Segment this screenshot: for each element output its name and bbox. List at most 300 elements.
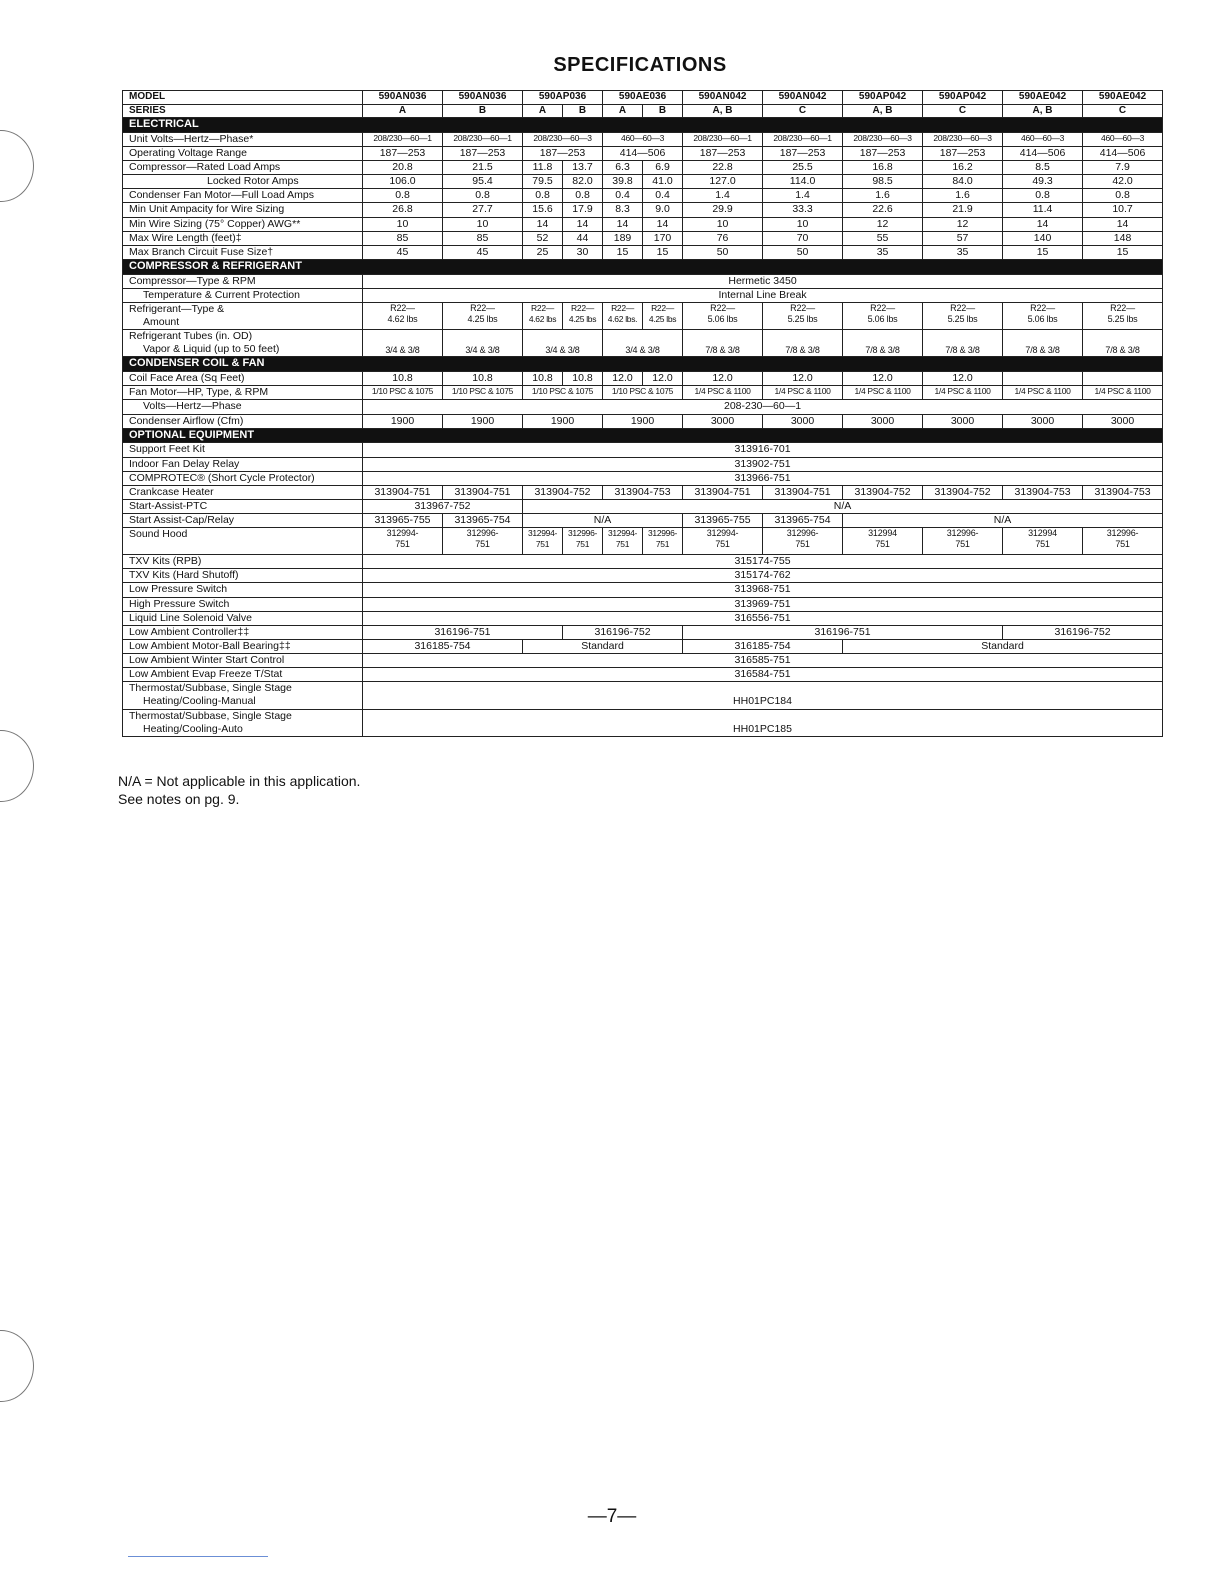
model-cell: 590AE042 bbox=[1083, 91, 1163, 105]
table-row bbox=[123, 175, 1163, 189]
table-cell: 14 bbox=[603, 217, 643, 231]
table-cell: 9.0 bbox=[643, 203, 683, 217]
row-label-line: Vapor & Liquid (up to 50 feet) bbox=[143, 343, 280, 356]
table-cell: 0.8 bbox=[363, 189, 443, 203]
table-cell: 13.7 bbox=[563, 161, 603, 175]
table-cell: 1900 bbox=[523, 414, 603, 428]
part-number-line: 751 bbox=[795, 539, 810, 550]
part-number-line: 312994 bbox=[1028, 528, 1057, 539]
table-cell: 7.9 bbox=[1083, 161, 1163, 175]
table-cell: 12.0 bbox=[683, 372, 763, 386]
table-cell: 85 bbox=[363, 231, 443, 245]
table-cell: 21.9 bbox=[923, 203, 1003, 217]
table-cell: 414—506 bbox=[603, 146, 683, 160]
row-label: High Pressure Switch bbox=[123, 597, 363, 611]
binder-hole bbox=[0, 1330, 34, 1402]
table-cell: 313916-701 bbox=[363, 443, 1163, 457]
table-cell: 1.4 bbox=[763, 189, 843, 203]
table-cell: 316196-751 bbox=[683, 625, 1003, 639]
table-cell: 0.4 bbox=[643, 189, 683, 203]
table-cell: 187—253 bbox=[683, 146, 763, 160]
table-cell: 7/8 & 3/8 bbox=[1003, 330, 1083, 357]
table-cell: 187—253 bbox=[763, 146, 843, 160]
row-label bbox=[123, 682, 363, 709]
row-label: Sound Hood bbox=[123, 528, 363, 555]
table-cell: 460—60—3 bbox=[1003, 132, 1083, 146]
table-row bbox=[123, 386, 1163, 400]
table-cell bbox=[1083, 372, 1163, 386]
table-cell bbox=[523, 302, 563, 329]
table-cell: 106.0 bbox=[363, 175, 443, 189]
row-label: Operating Voltage Range bbox=[123, 146, 363, 160]
table-cell: 8.3 bbox=[603, 203, 643, 217]
refrigerant-amount: 4.25 lbs bbox=[568, 313, 597, 324]
table-cell: 7/8 & 3/8 bbox=[1083, 330, 1163, 357]
table-cell: 35 bbox=[923, 245, 1003, 259]
footnotes bbox=[118, 772, 360, 808]
model-cell: 590AN042 bbox=[683, 91, 763, 105]
part-number-line: 751 bbox=[575, 538, 590, 549]
row-label-line: Thermostat/Subbase, Single Stage bbox=[129, 682, 292, 695]
table-cell: 208/230—60—3 bbox=[843, 132, 923, 146]
refrigerant-amount: 5.25 lbs bbox=[1107, 314, 1138, 325]
table-cell: 127.0 bbox=[683, 175, 763, 189]
table-cell: 148 bbox=[1083, 231, 1163, 245]
table-row bbox=[123, 583, 1163, 597]
table-cell: 50 bbox=[683, 245, 763, 259]
table-cell: 12.0 bbox=[843, 372, 923, 386]
table-cell: 14 bbox=[643, 217, 683, 231]
table-cell: 12.0 bbox=[763, 372, 843, 386]
table-cell: 1.6 bbox=[923, 189, 1003, 203]
table-cell: 7/8 & 3/8 bbox=[923, 330, 1003, 357]
table-cell: 70 bbox=[763, 231, 843, 245]
series-cell: C bbox=[1083, 104, 1163, 118]
row-label: Start-Assist-PTC bbox=[123, 499, 363, 513]
row-label: Min Wire Sizing (75° Copper) AWG** bbox=[123, 217, 363, 231]
section-header-condenser bbox=[123, 357, 1163, 372]
table-cell bbox=[763, 528, 843, 555]
table-cell: 12.0 bbox=[643, 372, 683, 386]
row-label-line: Amount bbox=[143, 316, 180, 328]
table-cell: 1900 bbox=[443, 414, 523, 428]
table-cell: 14 bbox=[523, 217, 563, 231]
table-cell: 15 bbox=[1083, 245, 1163, 259]
refrigerant-type: R22— bbox=[470, 302, 495, 313]
table-cell: 10.8 bbox=[523, 372, 563, 386]
table-cell bbox=[843, 302, 923, 329]
series-cell: B bbox=[643, 104, 683, 118]
part-number-line: 312996- bbox=[647, 528, 678, 539]
table-cell bbox=[523, 528, 563, 555]
table-cell: 1900 bbox=[603, 414, 683, 428]
table-cell: 16.2 bbox=[923, 161, 1003, 175]
refrigerant-type: R22— bbox=[611, 302, 634, 313]
table-row bbox=[123, 231, 1163, 245]
model-cell: 590AN036 bbox=[443, 91, 523, 105]
table-cell: 460—60—3 bbox=[1083, 132, 1163, 146]
row-label-line: Refrigerant—Type & bbox=[129, 302, 225, 315]
table-cell: 208/230—60—1 bbox=[443, 132, 523, 146]
section-title: CONDENSER COIL & FAN bbox=[123, 357, 1163, 372]
table-cell: 313969-751 bbox=[363, 597, 1163, 611]
part-number-line: 751 bbox=[1035, 539, 1050, 550]
table-cell: 76 bbox=[683, 231, 763, 245]
table-row bbox=[123, 709, 1163, 736]
row-label: Start Assist-Cap/Relay bbox=[123, 514, 363, 528]
row-label: Low Ambient Evap Freeze T/Stat bbox=[123, 668, 363, 682]
binder-hole bbox=[0, 130, 34, 202]
table-cell: 41.0 bbox=[643, 175, 683, 189]
part-number-line: 312996- bbox=[466, 528, 499, 539]
table-cell: 1/4 PSC & 1100 bbox=[683, 386, 763, 400]
row-label bbox=[123, 330, 363, 357]
table-row bbox=[123, 161, 1163, 175]
row-label: Coil Face Area (Sq Feet) bbox=[123, 372, 363, 386]
table-row bbox=[123, 288, 1163, 302]
refrigerant-type: R22— bbox=[1030, 302, 1055, 313]
table-cell bbox=[443, 528, 523, 555]
series-cell: A bbox=[363, 104, 443, 118]
table-cell bbox=[563, 302, 603, 329]
table-cell: 14 bbox=[563, 217, 603, 231]
table-cell bbox=[1003, 528, 1083, 555]
table-cell: 42.0 bbox=[1083, 175, 1163, 189]
table-cell: 3000 bbox=[1083, 414, 1163, 428]
table-row bbox=[123, 485, 1163, 499]
refrigerant-amount: 4.62 lbs bbox=[387, 314, 418, 325]
row-label: Indoor Fan Delay Relay bbox=[123, 457, 363, 471]
footer-rule bbox=[128, 1556, 268, 1557]
table-cell: 1/10 PSC & 1075 bbox=[603, 386, 683, 400]
table-row bbox=[123, 146, 1163, 160]
refrigerant-amount: 4.62 lbs bbox=[528, 313, 557, 324]
refrigerant-amount: 5.06 lbs bbox=[867, 314, 898, 325]
table-cell: 316196-751 bbox=[363, 625, 563, 639]
table-cell: 187—253 bbox=[923, 146, 1003, 160]
table-cell: 0.8 bbox=[563, 189, 603, 203]
table-cell: 414—506 bbox=[1083, 146, 1163, 160]
table-cell: 313966-751 bbox=[363, 471, 1163, 485]
table-cell: 3000 bbox=[683, 414, 763, 428]
table-cell: 44 bbox=[563, 231, 603, 245]
table-cell: 29.9 bbox=[683, 203, 763, 217]
table-cell: 12 bbox=[923, 217, 1003, 231]
specifications-table bbox=[122, 90, 1163, 737]
table-cell: 50 bbox=[763, 245, 843, 259]
row-label: Locked Rotor Amps bbox=[123, 175, 363, 189]
row-label: Unit Volts—Hertz—Phase* bbox=[123, 132, 363, 146]
table-cell: 315174-762 bbox=[363, 569, 1163, 583]
table-cell: 10 bbox=[683, 217, 763, 231]
series-row bbox=[123, 104, 1163, 118]
table-cell: 22.8 bbox=[683, 161, 763, 175]
table-cell: 0.8 bbox=[443, 189, 523, 203]
table-row bbox=[123, 372, 1163, 386]
refrigerant-type: R22— bbox=[1110, 302, 1135, 313]
row-label: COMPROTEC® (Short Cycle Protector) bbox=[123, 471, 363, 485]
table-cell: 170 bbox=[643, 231, 683, 245]
table-cell: 7/8 & 3/8 bbox=[763, 330, 843, 357]
row-label-line: Thermostat/Subbase, Single Stage bbox=[129, 709, 292, 722]
table-cell: 1/10 PSC & 1075 bbox=[523, 386, 603, 400]
table-cell: 1900 bbox=[363, 414, 443, 428]
table-cell: 208/230—60—1 bbox=[683, 132, 763, 146]
model-cell: 590AP042 bbox=[843, 91, 923, 105]
table-cell: HH01PC184 bbox=[363, 682, 1163, 709]
series-cell: A, B bbox=[683, 104, 763, 118]
series-cell: A bbox=[523, 104, 563, 118]
table-cell: 3000 bbox=[1003, 414, 1083, 428]
row-label: Condenser Fan Motor—Full Load Amps bbox=[123, 189, 363, 203]
table-cell bbox=[603, 302, 643, 329]
table-cell: 313904-753 bbox=[1003, 485, 1083, 499]
refrigerant-amount: 4.25 lbs bbox=[467, 314, 498, 325]
table-cell: 1/4 PSC & 1100 bbox=[1083, 386, 1163, 400]
table-cell: 1.6 bbox=[843, 189, 923, 203]
table-cell bbox=[763, 302, 843, 329]
table-row bbox=[123, 499, 1163, 513]
table-cell: 313965-755 bbox=[683, 514, 763, 528]
refrigerant-type: R22— bbox=[950, 302, 975, 313]
table-cell bbox=[363, 302, 443, 329]
table-row bbox=[123, 457, 1163, 471]
table-cell: 316584-751 bbox=[363, 668, 1163, 682]
table-cell: 10.8 bbox=[563, 372, 603, 386]
table-cell: 313904-752 bbox=[923, 485, 1003, 499]
table-cell: 3000 bbox=[763, 414, 843, 428]
refrigerant-type: R22— bbox=[790, 302, 815, 313]
table-row bbox=[123, 330, 1163, 357]
table-cell: 414—506 bbox=[1003, 146, 1083, 160]
table-cell bbox=[603, 528, 643, 555]
table-cell: 187—253 bbox=[443, 146, 523, 160]
table-cell: 313965-754 bbox=[763, 514, 843, 528]
model-cell: 590AE042 bbox=[1003, 91, 1083, 105]
model-row bbox=[123, 91, 1163, 105]
binder-hole bbox=[0, 730, 34, 802]
table-row bbox=[123, 569, 1163, 583]
section-title: OPTIONAL EQUIPMENT bbox=[123, 428, 1163, 443]
table-cell: 0.8 bbox=[523, 189, 563, 203]
row-label: Max Wire Length (feet)‡ bbox=[123, 231, 363, 245]
table-cell: 45 bbox=[443, 245, 523, 259]
table-cell: 25.5 bbox=[763, 161, 843, 175]
table-cell bbox=[1003, 302, 1083, 329]
row-label: Compressor—Rated Load Amps bbox=[123, 161, 363, 175]
table-cell: N/A bbox=[523, 514, 683, 528]
part-number-line: 312996- bbox=[567, 528, 598, 539]
table-cell bbox=[843, 528, 923, 555]
table-cell: 10.7 bbox=[1083, 203, 1163, 217]
section-title: ELECTRICAL bbox=[123, 118, 1163, 133]
table-cell: 26.8 bbox=[363, 203, 443, 217]
row-label-line: Heating/Cooling-Auto bbox=[143, 722, 243, 735]
part-number-line: 312994- bbox=[607, 528, 638, 539]
section-title: COMPRESSOR & REFRIGERANT bbox=[123, 259, 1163, 274]
row-label: Low Pressure Switch bbox=[123, 583, 363, 597]
table-cell: 82.0 bbox=[563, 175, 603, 189]
table-cell: 15.6 bbox=[523, 203, 563, 217]
table-cell: 33.3 bbox=[763, 203, 843, 217]
table-row bbox=[123, 400, 1163, 414]
refrigerant-amount: 5.25 lbs bbox=[947, 314, 978, 325]
row-label: Support Feet Kit bbox=[123, 443, 363, 457]
part-number-line: 312996- bbox=[946, 528, 979, 539]
table-cell: 315174-755 bbox=[363, 555, 1163, 569]
table-row bbox=[123, 668, 1163, 682]
row-label: Low Ambient Controller‡‡ bbox=[123, 625, 363, 639]
row-label: Compressor—Type & RPM bbox=[123, 274, 363, 288]
row-label: MODEL bbox=[123, 91, 363, 105]
table-cell: 30 bbox=[563, 245, 603, 259]
table-cell: 187—253 bbox=[363, 146, 443, 160]
table-cell: 6.3 bbox=[603, 161, 643, 175]
series-cell: A, B bbox=[1003, 104, 1083, 118]
table-row bbox=[123, 682, 1163, 709]
refrigerant-amount: 5.06 lbs bbox=[707, 314, 738, 325]
table-cell bbox=[1083, 528, 1163, 555]
row-label: Low Ambient Motor-Ball Bearing‡‡ bbox=[123, 639, 363, 653]
series-cell: A, B bbox=[843, 104, 923, 118]
series-cell: A bbox=[603, 104, 643, 118]
table-cell: 208/230—60—3 bbox=[523, 132, 603, 146]
table-cell: 313965-754 bbox=[443, 514, 523, 528]
table-cell: 22.6 bbox=[843, 203, 923, 217]
table-cell: 12.0 bbox=[923, 372, 1003, 386]
table-cell: 6.9 bbox=[643, 161, 683, 175]
table-cell: 316196-752 bbox=[1003, 625, 1163, 639]
refrigerant-type: R22— bbox=[710, 302, 735, 313]
table-cell: 187—253 bbox=[843, 146, 923, 160]
table-cell: 208/230—60—3 bbox=[923, 132, 1003, 146]
table-cell: 79.5 bbox=[523, 175, 563, 189]
table-cell: 14 bbox=[1003, 217, 1083, 231]
part-number-line: 751 bbox=[1115, 539, 1130, 550]
row-label bbox=[123, 302, 363, 329]
table-cell: 3/4 & 3/8 bbox=[443, 330, 523, 357]
table-cell: 14 bbox=[1083, 217, 1163, 231]
part-number-line: 751 bbox=[655, 538, 670, 549]
table-cell: 10.8 bbox=[363, 372, 443, 386]
table-cell: 3/4 & 3/8 bbox=[523, 330, 603, 357]
series-cell: B bbox=[563, 104, 603, 118]
part-number-line: 751 bbox=[615, 538, 630, 549]
table-cell: 1/10 PSC & 1075 bbox=[443, 386, 523, 400]
row-label: Fan Motor—HP, Type, & RPM bbox=[123, 386, 363, 400]
part-number-line: 751 bbox=[535, 538, 550, 549]
part-number-line: 751 bbox=[475, 539, 490, 550]
table-row bbox=[123, 245, 1163, 259]
table-cell: 208/230—60—1 bbox=[363, 132, 443, 146]
table-cell: 10 bbox=[763, 217, 843, 231]
table-cell: 1/4 PSC & 1100 bbox=[763, 386, 843, 400]
table-row bbox=[123, 639, 1163, 653]
row-label: Volts—Hertz—Phase bbox=[123, 400, 363, 414]
part-number-line: 751 bbox=[715, 539, 730, 550]
table-row bbox=[123, 189, 1163, 203]
section-header-optional bbox=[123, 428, 1163, 443]
table-cell: 208/230—60—1 bbox=[763, 132, 843, 146]
table-cell: N/A bbox=[523, 499, 1163, 513]
table-cell: 140 bbox=[1003, 231, 1083, 245]
part-number-line: 751 bbox=[955, 539, 970, 550]
page-title: SPECIFICATIONS bbox=[553, 54, 727, 76]
table-cell: 95.4 bbox=[443, 175, 523, 189]
table-cell bbox=[563, 528, 603, 555]
table-cell: Standard bbox=[523, 639, 683, 653]
table-cell: 313902-751 bbox=[363, 457, 1163, 471]
part-number-line: 312994 bbox=[868, 528, 897, 539]
table-cell: 84.0 bbox=[923, 175, 1003, 189]
row-label: Temperature & Current Protection bbox=[123, 288, 363, 302]
table-row bbox=[123, 514, 1163, 528]
table-row bbox=[123, 555, 1163, 569]
table-cell bbox=[643, 528, 683, 555]
table-cell: 15 bbox=[643, 245, 683, 259]
table-cell: 189 bbox=[603, 231, 643, 245]
table-cell: 0.8 bbox=[1083, 189, 1163, 203]
table-cell bbox=[683, 528, 763, 555]
row-label: TXV Kits (Hard Shutoff) bbox=[123, 569, 363, 583]
part-number-line: 312994- bbox=[386, 528, 419, 539]
table-cell: 12 bbox=[843, 217, 923, 231]
row-label: Crankcase Heater bbox=[123, 485, 363, 499]
table-row bbox=[123, 471, 1163, 485]
section-header-electrical bbox=[123, 118, 1163, 133]
table-cell: 1/4 PSC & 1100 bbox=[923, 386, 1003, 400]
table-cell: 208-230—60—1 bbox=[363, 400, 1163, 414]
table-cell: 11.4 bbox=[1003, 203, 1083, 217]
table-row bbox=[123, 217, 1163, 231]
table-cell: 98.5 bbox=[843, 175, 923, 189]
refrigerant-type: R22— bbox=[651, 302, 674, 313]
table-cell: 57 bbox=[923, 231, 1003, 245]
table-cell: 316185-754 bbox=[363, 639, 523, 653]
table-cell: 7/8 & 3/8 bbox=[683, 330, 763, 357]
table-cell: 10 bbox=[443, 217, 523, 231]
table-cell: 1.4 bbox=[683, 189, 763, 203]
table-cell: 316585-751 bbox=[363, 654, 1163, 668]
row-label: Min Unit Ampacity for Wire Sizing bbox=[123, 203, 363, 217]
table-cell: 1/4 PSC & 1100 bbox=[843, 386, 923, 400]
table-cell bbox=[1003, 372, 1083, 386]
table-row bbox=[123, 625, 1163, 639]
table-cell: 313904-753 bbox=[603, 485, 683, 499]
model-cell: 590AE036 bbox=[603, 91, 683, 105]
part-number-line: 312994- bbox=[527, 528, 558, 539]
table-cell bbox=[923, 302, 1003, 329]
table-cell: 3/4 & 3/8 bbox=[363, 330, 443, 357]
table-cell: N/A bbox=[843, 514, 1163, 528]
refrigerant-amount: 5.25 lbs bbox=[787, 314, 818, 325]
table-cell: 313904-753 bbox=[1083, 485, 1163, 499]
row-label-line: Heating/Cooling-Manual bbox=[143, 695, 256, 708]
footnote-see-notes: See notes on pg. 9. bbox=[118, 791, 240, 807]
table-cell: 316196-752 bbox=[563, 625, 683, 639]
table-cell: 25 bbox=[523, 245, 563, 259]
table-cell: 20.8 bbox=[363, 161, 443, 175]
model-cell: 590AN036 bbox=[363, 91, 443, 105]
refrigerant-amount: 5.06 lbs bbox=[1027, 314, 1058, 325]
table-cell: 313904-751 bbox=[443, 485, 523, 499]
row-label-line: Refrigerant Tubes (in. OD) bbox=[129, 330, 253, 343]
table-cell: 187—253 bbox=[523, 146, 603, 160]
table-cell: 313904-751 bbox=[363, 485, 443, 499]
row-label: Liquid Line Solenoid Valve bbox=[123, 611, 363, 625]
table-cell: 313965-755 bbox=[363, 514, 443, 528]
table-cell: 1/10 PSC & 1075 bbox=[363, 386, 443, 400]
